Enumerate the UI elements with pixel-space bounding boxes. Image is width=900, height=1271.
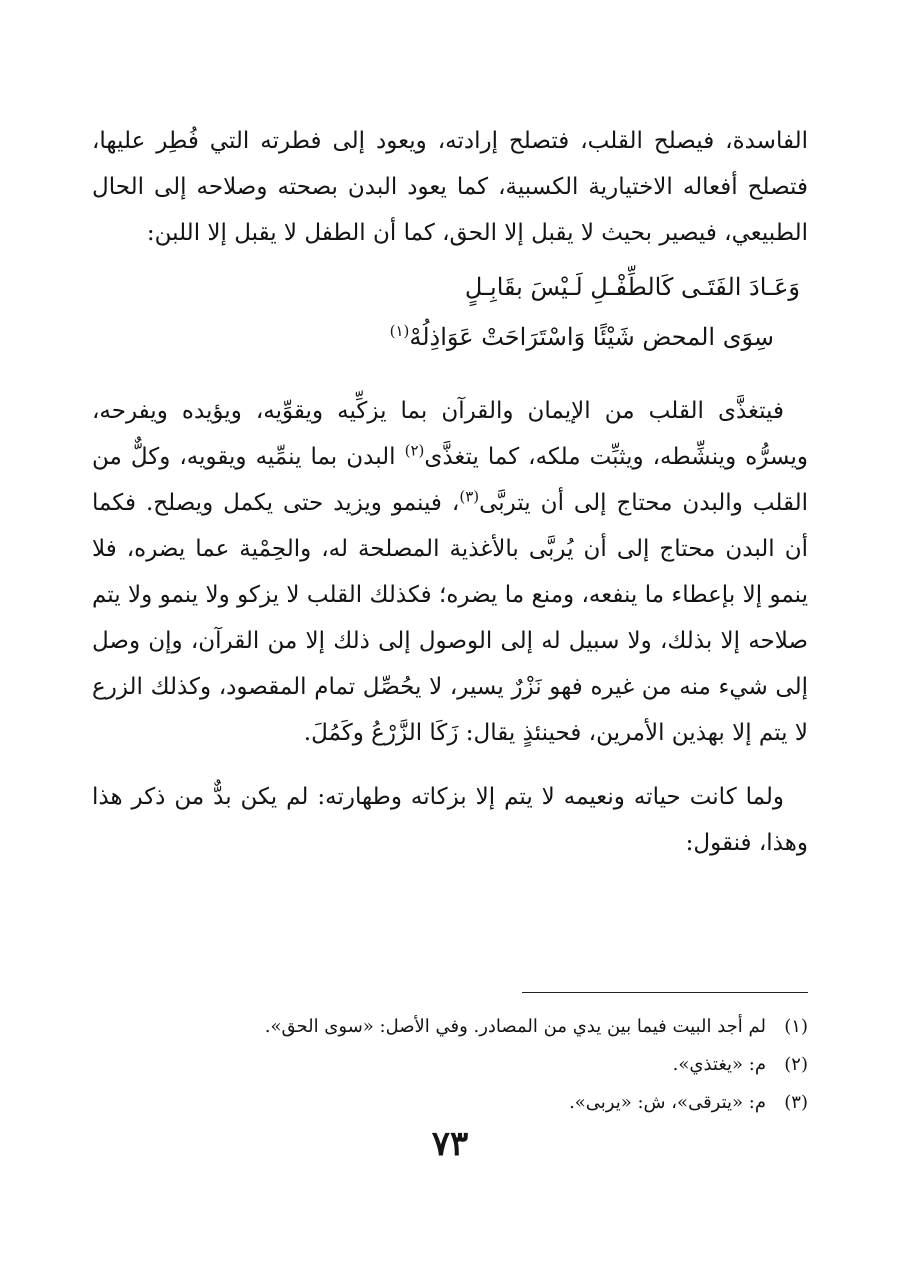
footnote-separator — [522, 992, 808, 993]
verse-line-1: وَعَـادَ الفَتَـى كَالطِّفْـلِ لَـيْسَ بقَابِـلٍ — [464, 273, 800, 301]
footnote-text: م: «يترقى»، ش: «يربى». — [569, 1092, 766, 1113]
footnote-ref-2: (٢) — [404, 441, 425, 460]
paragraph-2-part-c: ، فينمو ويزيد حتى يكمل ويصلح. فكما أن البدن محتاج إلى أن يُربَّى بالأغذية المصلحة له، والحِمْية عما يضره، فلا ينمو إلا بإعطاء ما ينفعه، ومنع ما يضره؛ فكذلك القلب لا يزكو ولا ينمو ولا يتم صلاحه إلا بذلك، ولا سبيل له إلى الوصول إلى ذلك إلا من القرآن، وإن وصل إلى شيء منه من غيره فهو نَزْرٌ يسير، لا يحُصِّل تمام المقصود، وكذلك الزرع لا يتم إلا بهذين الأمرين، فحينئذٍ يقال: زَكَا الزَّرْعُ وكَمُلَ. — [92, 490, 808, 746]
footnote-number: (٣) — [784, 1092, 808, 1113]
footnote-text: لم أجد البيت فيما بين يدي من المصادر. وفي الأصل: «سوى الحق». — [264, 1016, 766, 1037]
paragraph-1: الفاسدة، فيصلح القلب، فتصلح إرادته، ويعود إلى فطرته التي فُطِر عليها، فتصلح أفعاله الاختيارية الكسبية، كما يعود البدن بصحته وصلاحه إلى الحال الطبيعي، فيصير بحيث لا يقبل إلا الحق، كما أن الطفل لا يقبل إلا اللبن: — [92, 128, 808, 246]
footnotes — [92, 1008, 808, 1122]
footnote-1 — [92, 1008, 808, 1046]
footnote-number: (١) — [784, 1016, 808, 1037]
footnote-ref-3: (٣) — [459, 487, 480, 506]
verse-line-2-text: سِوَى المحض شَيْئًا وَاسْتَرَاحَتْ عَوَاذِلُهْ — [409, 323, 774, 351]
footnote-text: م: «يغتذي». — [672, 1054, 766, 1075]
footnote-3 — [92, 1084, 808, 1122]
footnote-2 — [92, 1046, 808, 1084]
footnote-ref-1: (١) — [389, 322, 410, 340]
paragraph-2-part-b: البدن بما ينمِّيه ويقويه، وكلٌّ من القلب والبدن محتاج إلى أن يتربَّى — [92, 444, 808, 516]
paragraph-2 — [92, 388, 808, 756]
paragraph-2-part-a: فيتغذَّى القلب من الإيمان والقرآن بما يزكِّيه ويقوِّيه، ويؤيده ويفرحه، ويسرُّه وينشِّطه، ويثبِّت ملكه، كما يتغذَّى — [92, 398, 808, 470]
footnote-number: (٢) — [784, 1054, 808, 1075]
verse-line-2 — [92, 312, 800, 362]
poetry-verse — [92, 262, 808, 362]
main-text — [92, 118, 808, 866]
page-number: ٧٣ — [431, 1124, 469, 1164]
paragraph-3: ولما كانت حياته ونعيمه لا يتم إلا بزكاته وطهارته: لم يكن بدٌّ من ذكر هذا وهذا، فنقول: — [92, 784, 808, 856]
